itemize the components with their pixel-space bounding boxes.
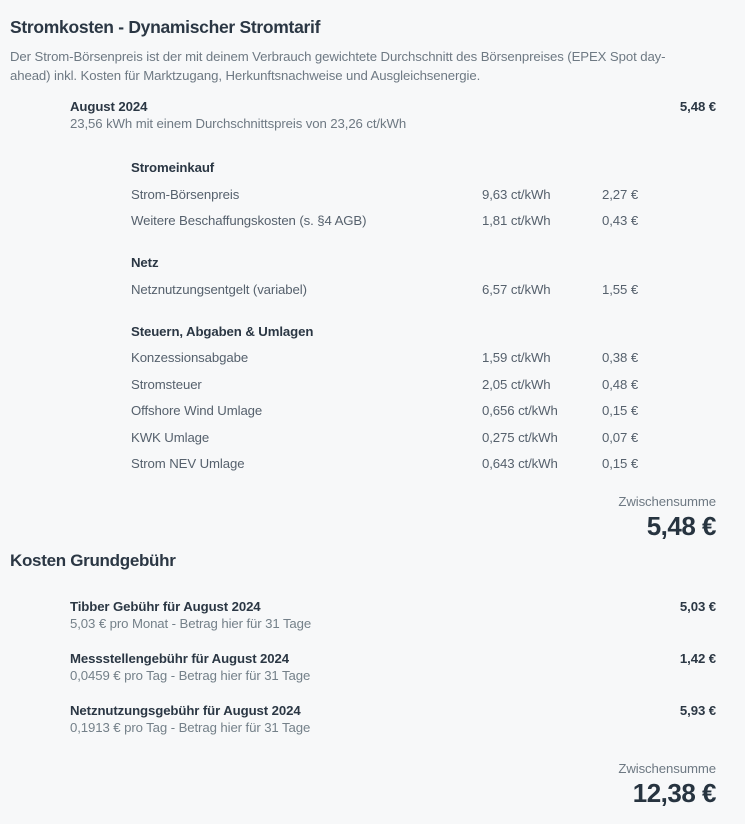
cost-label: Strom NEV Umlage (131, 456, 245, 471)
fee-amount: 1,42 € (679, 650, 716, 666)
cost-group-header: Steuern, Abgaben & Umlagen (131, 323, 314, 339)
cost-group-header: Netz (131, 255, 159, 270)
month-total-amount: 5,48 € (679, 99, 716, 114)
cost-amount: 0,38 € (602, 350, 639, 365)
cost-label: Weitere Beschaffungskosten (s. §4 AGB) (131, 213, 367, 228)
cost-unit-price: 1,59 ct/kWh (482, 350, 551, 365)
cost-amount: 2,27 € (602, 186, 639, 202)
cost-unit-price: 9,63 ct/kWh (482, 186, 551, 202)
cost-amount: 1,55 € (602, 281, 639, 297)
month-label: August 2024 (70, 99, 148, 114)
month-consumption-summary: 23,56 kWh mit einem Durchschnittspreis von 23,26 ct/kWh (70, 116, 407, 131)
cost-label: Strom-Börsenpreis (131, 186, 240, 202)
cost-row (131, 455, 716, 482)
base-fee-subtotal (10, 760, 716, 808)
subtotal-value: 5,48 € (646, 510, 716, 541)
fee-name: Netznutzungsgebühr für August 2024 (70, 702, 301, 718)
page-title: Stromkosten - Dynamischer Stromtarif (10, 17, 321, 37)
subtotal-label: Zwischensumme (618, 493, 716, 509)
cost-row (131, 429, 716, 456)
cost-breakdown-table (131, 159, 716, 482)
cost-unit-price: 0,656 ct/kWh (482, 403, 558, 418)
energy-subtotal (10, 493, 716, 541)
cost-label: Offshore Wind Umlage (131, 403, 263, 418)
fee-header-row (70, 702, 716, 719)
cost-row (131, 376, 716, 403)
cost-amount: 0,15 € (602, 403, 639, 418)
cost-label: Stromsteuer (131, 376, 202, 392)
cost-amount: 0,07 € (602, 429, 639, 445)
cost-unit-price: 6,57 ct/kWh (482, 281, 551, 297)
fee-amount: 5,03 € (679, 598, 716, 614)
cost-unit-price: 1,81 ct/kWh (482, 213, 551, 228)
cost-row (131, 281, 716, 308)
fee-detail: 0,0459 € pro Tag - Betrag hier für 31 Tage (70, 667, 311, 683)
cost-label: KWK Umlage (131, 429, 210, 445)
cost-amount: 0,15 € (602, 456, 639, 471)
tariff-description: Der Strom-Börsenpreis ist der mit deinem Verbrauch gewichtete Durchschnitt des Börsenpreises (EPEX Spot day-ahead) inkl. Kosten für Marktzugang, Herkunftsnachweise und Ausgleichsenergie. (10, 49, 666, 83)
cost-row (131, 402, 716, 429)
subtotal-value: 12,38 € (632, 777, 716, 808)
cost-unit-price: 0,643 ct/kWh (482, 456, 558, 471)
cost-row (131, 186, 716, 213)
month-summary-row (70, 98, 716, 115)
fee-detail: 0,1913 € pro Tag - Betrag hier für 31 Tage (70, 719, 311, 735)
cost-label: Konzessionsabgabe (131, 350, 249, 365)
fee-item-messstelle (70, 650, 716, 684)
base-fee-list (70, 598, 716, 736)
base-fee-section-title: Kosten Grundgebühr (10, 550, 176, 570)
cost-row (131, 349, 716, 376)
cost-group-stromeinkauf (131, 159, 716, 239)
cost-group-netz (131, 254, 716, 307)
cost-group-header: Stromeinkauf (131, 160, 215, 175)
cost-unit-price: 2,05 ct/kWh (482, 376, 551, 392)
fee-amount: 5,93 € (679, 702, 716, 718)
fee-item-tibber (70, 598, 716, 632)
fee-name: Tibber Gebühr für August 2024 (70, 598, 261, 614)
cost-amount: 0,48 € (602, 376, 639, 392)
energy-cost-section (70, 98, 716, 482)
cost-group-steuern-abgaben-umlagen (131, 323, 716, 482)
cost-label: Netznutzungsentgelt (variabel) (131, 281, 307, 297)
subtotal-label: Zwischensumme (618, 760, 716, 776)
fee-name: Messstellengebühr für August 2024 (70, 650, 289, 666)
fee-header-row (70, 598, 716, 615)
cost-row (131, 212, 716, 239)
fee-item-netznutzung (70, 702, 716, 736)
cost-amount: 0,43 € (602, 213, 639, 228)
fee-detail: 5,03 € pro Monat - Betrag hier für 31 Tage (70, 615, 312, 631)
cost-unit-price: 0,275 ct/kWh (482, 429, 558, 445)
fee-header-row (70, 650, 716, 667)
